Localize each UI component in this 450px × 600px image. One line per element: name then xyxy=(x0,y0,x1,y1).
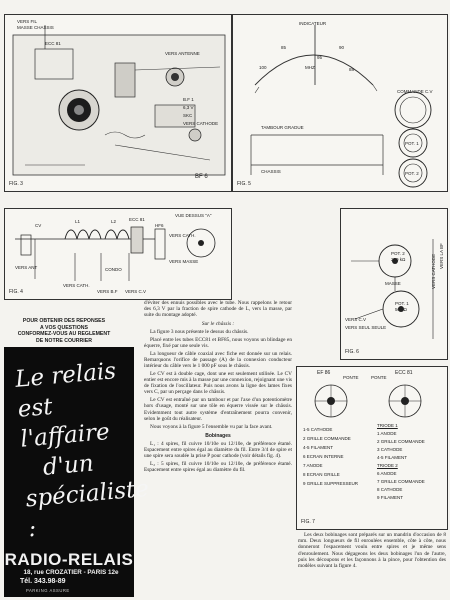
fig7-pin-right-b-2: 8 CATHODE xyxy=(377,487,403,492)
figure-3-panel xyxy=(4,14,232,192)
fig6-vers-seul: VERS SEUL SEULE xyxy=(345,325,387,330)
fig4-vers-masse: VERS MASSE xyxy=(169,259,199,264)
col1-paragraph-0: d'éviter des ennuis possibles avec le tube. Nous rappelons le retour des 6,3 V par la fraction de spire cathode de L, vers la masse, par suite du montage adopté. xyxy=(144,300,292,319)
fig4-vers-cath: VERS CATH. xyxy=(169,233,196,238)
article-column-1 xyxy=(144,300,292,475)
fig4-condo: CONDO xyxy=(105,267,122,272)
fig6-pot1-value: 50 kΩ xyxy=(395,307,407,312)
fig4-vers-bf: VERS B.F xyxy=(97,289,118,294)
fig6-vers-bf: VERS LA BF xyxy=(439,243,444,269)
fig7-ef86: EF 86 xyxy=(317,370,331,376)
fig4-vers-cath2: VERS CATH. xyxy=(63,283,90,288)
fig7-tag: FIG. 7 xyxy=(301,519,315,525)
fig4-hf6: HF6 xyxy=(155,223,164,228)
notice-line-1: POUR OBTENIR DES REPONSES xyxy=(22,318,106,324)
article-column-2 xyxy=(298,532,446,571)
fig7-pin-right-a-0: 1 ANODE xyxy=(377,431,397,436)
fig5-tambour: TAMBOUR GRADUE xyxy=(261,125,304,130)
fig5-dial-90: 90 xyxy=(339,45,345,50)
fig5-commande-cv: COMMANDE C.V xyxy=(397,89,433,94)
fig4-vue: VUE DESSUS "A" xyxy=(175,213,212,218)
fig3-label-masse: MASSE CHASSIS xyxy=(17,25,54,30)
fig7-pin-right-b-3: 9 FILAMENT xyxy=(377,495,404,500)
fig7-pin-left-4: 7 ANODE xyxy=(303,463,323,468)
fig6-pot2: POT. 2 xyxy=(391,251,405,256)
col1b-paragraph-1: Placé entre les tubes ECC81 et BF85, nous voyons un blindage en équerre, fixé par une seule vis. xyxy=(144,336,292,349)
slogan-line-4: spécialiste : xyxy=(24,475,150,543)
fig3-label-vers-fil: VERS FIL xyxy=(17,19,38,24)
advert-telephone: Tél. 343.98-89 xyxy=(20,578,66,585)
figure-4-panel xyxy=(4,208,232,300)
fig3-label-skc: SKC xyxy=(183,113,193,118)
fig4-l2: L2 xyxy=(111,219,117,224)
figure-5-panel xyxy=(232,14,448,192)
fig7-pin-left-5: 8 ECRAN GRILLE xyxy=(303,472,340,477)
fig6-tag: FIG. 6 xyxy=(345,349,359,355)
fig7-triode1: TRIODE 1 xyxy=(377,423,398,428)
fig3-label-ecc81: ECC 81 xyxy=(45,41,61,46)
fig6-masse: MASSE xyxy=(385,281,401,286)
fig7-pins-left xyxy=(303,427,358,490)
notice-line-3: CONFORMEZ-VOUS AU REGLEMENT xyxy=(17,331,111,337)
advert-parking: PARKING ASSURE xyxy=(26,588,70,593)
fig5-chassis: CHASSIS xyxy=(261,169,281,174)
figure-5-drawing xyxy=(233,15,447,191)
fig7-pin-right-b-1: 7 GRILLE COMMANDE xyxy=(377,479,425,484)
figure-7-panel xyxy=(296,366,448,530)
advert-address: 18, rue CROZATIER - PARIS 12e xyxy=(23,569,119,576)
fig4-cv: CV xyxy=(35,223,42,228)
col1b-paragraph-5: Nous voyons à la figure 5 l'ensemble vu par la face avant. xyxy=(150,423,273,430)
advert-slogan xyxy=(14,355,150,545)
notice-line-4: DE NOTRE COURRIER xyxy=(36,337,92,344)
fig7-pin-left-1: 2 GRILLE COMMANDE xyxy=(303,436,351,441)
fig7-ecc81: ECC 81 xyxy=(395,370,413,376)
fig5-dial-mhz: MHZ xyxy=(305,65,315,70)
fig4-vers-ant: VERS ANT xyxy=(15,265,38,270)
fig7-triode2: TRIODE 2 xyxy=(377,463,398,468)
col1b-paragraph-4: Le CV est entraîné par un tambour et par l'axe d'un potentiomètre hors d'usage, monté sur une tôle en équerre vissée sur le châssis. Evidemment tout autre système d'entraînement pourra convenir, selon le goût du réalisateur. xyxy=(144,397,292,422)
fig6-vers-cv: VERS C.V xyxy=(345,317,367,322)
fig5-dial-95: 95 xyxy=(317,55,323,60)
fig5-pot1: POT. 1 xyxy=(405,141,419,146)
fig3-label-vers-antenne: VERS ANTENNE xyxy=(165,51,200,56)
fig5-tag: FIG. 5 xyxy=(237,181,251,187)
fig7-pin-left-2: 4-5 FILAMENT xyxy=(303,445,334,450)
fig4-ecc81: ECC 81 xyxy=(129,217,145,222)
fig6-vers-cathode: VERS CATHODE xyxy=(431,253,436,289)
fig7-pin-right-a-2: 3 CATHODE xyxy=(377,447,403,452)
fig3-label-vers-cathode: VERS CATHODE xyxy=(183,121,219,126)
fig5-dial-85: 85 xyxy=(281,45,287,50)
figure-6-panel xyxy=(340,208,448,360)
reader-notice xyxy=(6,318,122,344)
slogan-line-2: est l'affaire xyxy=(16,393,111,453)
fig7-pin-right-a-1: 2 GRILLE COMMANDE xyxy=(377,439,425,444)
fig3-label-bf1: B.F 1 xyxy=(183,97,194,102)
fig7-pin-right-b-0: 6 ANODE xyxy=(377,471,397,476)
col1b-paragraph-0: La figure 3 nous présente le dessus du châssis. xyxy=(150,328,249,335)
col1b-paragraph-2: La longueur de câble coaxial avec fiche est donnée sur un relais. Remarquons l'orifice de passage (A) de la connexion conducteur intérieur du câble vers le 1 000 pF sous le châssis. xyxy=(144,350,292,370)
fig7-pin-left-3: 6 ECRAN INTERNE xyxy=(303,454,344,459)
fig4-l1: L1 xyxy=(75,219,81,224)
fig5-indicateur: INDICATEUR xyxy=(299,21,327,26)
fig7-ponte-2: PONTE xyxy=(371,375,387,380)
fig5-pot2: POT. 2 xyxy=(405,171,419,176)
notice-line-2: A VOS QUESTIONS xyxy=(40,324,88,331)
fig4-tag: FIG. 4 xyxy=(9,289,23,295)
col2-paragraph-0: Les deux bobinages sont préparés sur un mandrin d'occasion de 8 mm. Deux longueurs de fil enroulées ensemble, côte à côte, nous donneront l'espacement voulu entre spires et je même sens d'enroulement. Nous dégageons les deux bobinages l'un de l'autre, puis les découpons et les façonnons à la pince, pour l'obtention des modèles suivant la figure 4. xyxy=(298,532,446,570)
fig5-dial-88: 88 xyxy=(349,67,355,72)
fig7-ponte-1: PONTE xyxy=(343,375,359,380)
col1c-paragraph-0: L₁ : 4 spires, fil cuivre 10/10e ou 12/10e, de préférence étamé. Espacement entre spires égal au diamètre du fil. Entre 3/4 de spire et une spire sera soudée la prise P pour cathode (voir détails fig. 4). xyxy=(144,441,292,460)
fig4-vers-cv: VERS C.V xyxy=(125,289,147,294)
fig3-label-bf6: BF 6 xyxy=(195,174,208,180)
slogan-line-1: Le relais xyxy=(14,358,118,393)
fig5-dial-100: 100 xyxy=(259,65,267,70)
fig3-label-63v: 6,3 V xyxy=(183,105,194,110)
col1b-paragraph-3: Le CV est à double cage, dont une est seulement utilisée. Le CV entier est encore mis à la masse par une connexion, rejoignant une vis de fixation de l'oscillateur. Puis nous avons la ligne des lames fixes vers C, par un perçage dans le châssis. xyxy=(144,370,292,396)
radio-relais-advert xyxy=(4,347,150,597)
slogan-line-3: d'un xyxy=(41,450,95,481)
fig6-pot1: POT. 1 xyxy=(395,301,409,306)
fig7-pin-right-a-3: 4-5 FILAMENT xyxy=(377,455,408,460)
fig7-pins-right xyxy=(377,423,425,503)
advert-brand: RADIO-RELAIS xyxy=(4,550,134,569)
fig7-pin-left-6: 9 GRILLE SUPPRESSEUR xyxy=(303,481,359,486)
fig7-pin-left-0: 1-5 CATHODE xyxy=(303,427,333,432)
col1c-paragraph-1: L₂ : 5 spires, fil cuivre 10/10e ou 12/10e, de préférence étamé. Espacement entre spires égal au diamètre du fil. xyxy=(144,461,292,474)
heading-bobinages: Bobinages xyxy=(205,432,231,439)
fig3-tag: FIG. 3 xyxy=(9,181,23,187)
fig6-pot2-value: 250 kΩ xyxy=(391,257,406,262)
figure-3-drawing xyxy=(5,15,231,191)
subheading-chassis: Sur le châssis : xyxy=(201,320,235,327)
